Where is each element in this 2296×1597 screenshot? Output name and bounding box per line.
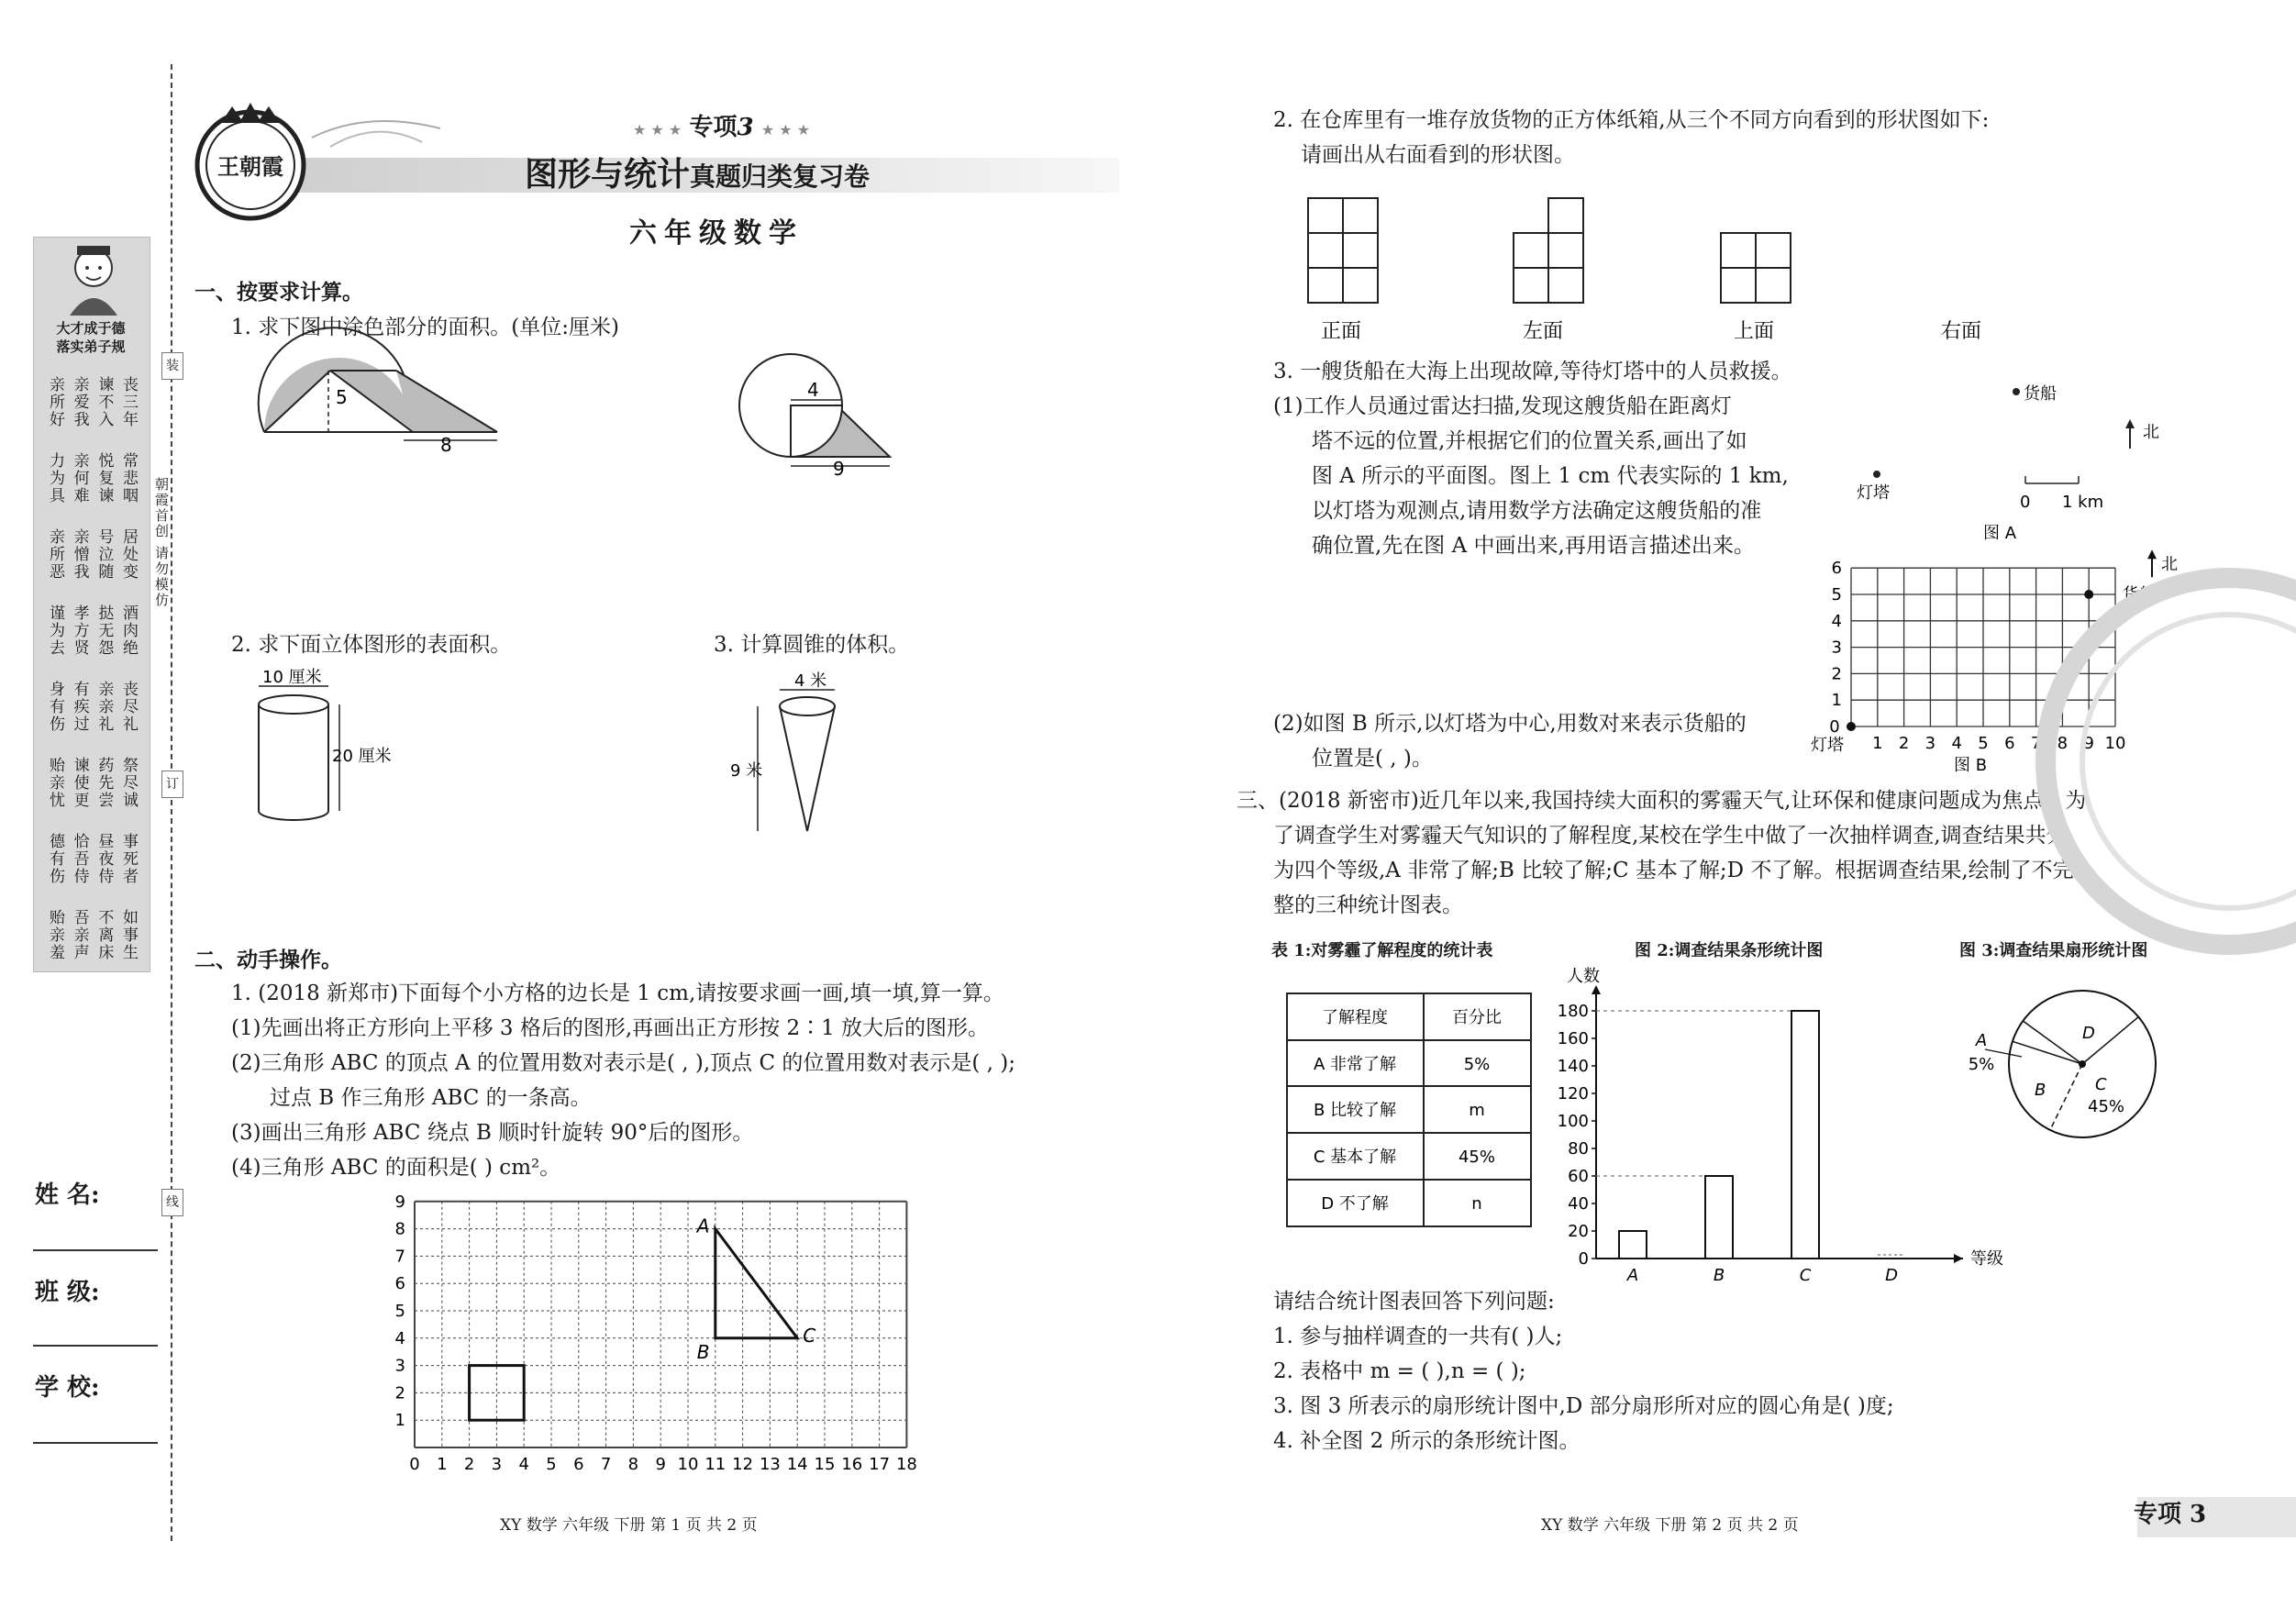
poem-column: 亲所恶	[46, 528, 64, 581]
gridb-x-label: 4	[1951, 734, 1962, 753]
gridb-origin-label: 0	[1829, 717, 1840, 737]
figure-semicircle-trapezoid	[257, 356, 505, 457]
section-3-line-3: 为四个等级,A 非常了解;B 比较了解;C 基本了解;D 不了解。根据调查结果,绘制了不完	[1273, 859, 2074, 882]
question-1-3: 3. 计算圆锥的体积。	[714, 633, 910, 657]
poem-2	[46, 452, 138, 522]
poem-column: 挞无怨	[94, 604, 114, 657]
question-2-3-1a: (1)工作人员通过雷达扫描,发现这艘货船在距离灯	[1273, 394, 1732, 418]
poem-column: 德有伤	[46, 833, 64, 885]
stat-question-4: 4. 补全图 2 所示的条形统计图。	[1273, 1429, 1581, 1453]
question-2-3-1d: 以灯塔为观测点,请用数学方法确定这艘货船的准	[1312, 499, 1762, 523]
grid-y-label: 9	[394, 1192, 405, 1212]
question-2-1-4: (4)三角形 ABC 的面积是( ) cm²。	[231, 1156, 561, 1180]
fig1-width-label: 8	[440, 434, 452, 456]
poem-column: 亲所好	[46, 376, 64, 428]
brand-logo	[188, 99, 313, 224]
poem-column: 常悲咽	[118, 452, 138, 505]
section-3-line-2: 了调查学生对雾霾天气知识的了解程度,某校在学生中做了一次抽样调查,调查结果共分	[1273, 824, 2068, 848]
motto: 大才成于德 落实弟子规	[56, 320, 126, 355]
poem-column: 亲爱我	[70, 376, 89, 428]
poem-column: 药先尝	[94, 757, 114, 809]
pie-label-b: B	[2035, 1081, 2046, 1100]
gridb-x-label: 10	[2104, 734, 2126, 753]
pie-label-c: C	[2095, 1075, 2107, 1094]
class-line[interactable]	[33, 1345, 158, 1347]
pie-label-a: A	[1975, 1031, 1988, 1050]
table-header-percent: 百分比	[1452, 1008, 1502, 1027]
table-row-a-value: 5%	[1463, 1055, 1491, 1074]
grid-y-label: 5	[394, 1302, 405, 1321]
section-1-title: 一、按要求计算。	[194, 280, 363, 305]
table-row-d-value: n	[1471, 1194, 1482, 1214]
fig2-width-label: 9	[833, 458, 845, 480]
poem-column: 吾亲声	[70, 909, 89, 961]
table-row-c-level: C 基本了解	[1313, 1148, 1397, 1167]
survey-table	[1286, 993, 1534, 1229]
grid-x-label: 2	[463, 1455, 475, 1474]
ribbon-decoration	[312, 101, 440, 165]
watermark-seal	[2018, 560, 2296, 963]
subject-title: 六年级数学	[629, 217, 804, 250]
grid-x-label: 9	[655, 1455, 666, 1474]
grid-y-label: 3	[394, 1356, 405, 1376]
poem-column: 谏使更	[70, 757, 89, 809]
question-2-1-2a: (2)三角形 ABC 的顶点 A 的位置用数对表示是( , ),顶点 C 的位置用数对表示是( , );	[231, 1051, 1016, 1075]
grid-x-label: 17	[869, 1455, 891, 1474]
bar-y-arrow	[1592, 985, 1601, 994]
question-2-3-2b: 位置是( , )。	[1312, 747, 1433, 771]
grid-x-label: 0	[409, 1455, 420, 1474]
student-illustration	[57, 240, 130, 317]
bar-y-tick-label: 120	[1557, 1084, 1589, 1103]
gridb-y-label: 6	[1831, 559, 1842, 579]
gridb-y-label: 3	[1831, 638, 1842, 658]
figure-a-map	[1844, 372, 2174, 555]
stat-question-3: 3. 图 3 所表示的扇形统计图中,D 部分扇形所对应的圆心角是( )度;	[1273, 1394, 1894, 1418]
cut-mark-3: 线	[161, 1189, 183, 1216]
fig2-radius-label: 4	[807, 379, 819, 401]
vertical-note: 朝霞首创 请勿模仿	[153, 477, 170, 608]
view-right: 右面	[1941, 320, 1982, 343]
stat-question-1: 1. 参与抽样调查的一共有( )人;	[1273, 1325, 1563, 1348]
cylinder-height-label: 20 厘米	[332, 747, 392, 766]
bar-y-tick-label: 40	[1568, 1194, 1589, 1214]
grid-x-label: 18	[895, 1455, 917, 1474]
poem-column: 不离床	[94, 909, 114, 961]
poem-column: 贻亲羞	[46, 909, 64, 961]
bar-y-tick-label: 100	[1557, 1112, 1589, 1131]
poem-column: 号泣随	[94, 528, 114, 581]
pie-chart-title: 图 3:调查结果扇形统计图	[1959, 941, 2148, 960]
grid-x-label: 14	[786, 1455, 808, 1474]
triangle-label-c: C	[803, 1324, 816, 1347]
poem-column: 丧尽礼	[118, 681, 138, 733]
poem-1	[46, 376, 138, 446]
coordinate-grid	[385, 1189, 936, 1473]
table-header-level: 了解程度	[1322, 1008, 1388, 1027]
question-2-3-2a: (2)如图 B 所示,以灯塔为中心,用数对来表示货船的	[1273, 712, 1747, 736]
gridb-x-label: 7	[2030, 734, 2042, 753]
question-2-1-3: (3)画出三角形 ABC 绕点 B 顺时针旋转 90°后的图形。	[231, 1121, 754, 1145]
gridb-x-label: 5	[1978, 734, 1989, 753]
gridb-y-label: 4	[1831, 611, 1842, 631]
poem-column: 亲亲礼	[94, 681, 114, 733]
grid-x-label: 15	[814, 1455, 836, 1474]
cylinder-diameter-label: 10 厘米	[262, 668, 322, 687]
gridb-x-label: 8	[2057, 734, 2069, 753]
gridb-tower-point	[1847, 722, 1856, 731]
bar-y-tick-label: 0	[1578, 1249, 1589, 1269]
question-2-1-1: (1)先画出将正方形向上平移 3 格后的图形,再画出正方形按 2∶1 放大后的图形。	[231, 1016, 990, 1040]
grid-x-label: 7	[600, 1455, 612, 1474]
poem-7	[46, 833, 138, 903]
pie-label-c-pct: 45%	[2088, 1097, 2125, 1116]
bar-chart-title: 图 2:调查结果条形统计图	[1635, 941, 1824, 960]
grid-x-label: 1	[437, 1455, 448, 1474]
gridb-y-label: 2	[1831, 664, 1842, 684]
poem-column: 身有伤	[46, 681, 64, 733]
gridb-y-label: 1	[1831, 691, 1842, 711]
question-2-1: 1. (2018 新郑市)下面每个小方格的边长是 1 cm,请按要求画一画,填一填,算一算。	[231, 981, 1004, 1005]
grid-x-label: 11	[704, 1455, 727, 1474]
question-1-2: 2. 求下面立体图形的表面积。	[231, 633, 512, 657]
questions-intro: 请结合统计图表回答下列问题:	[1273, 1290, 1555, 1314]
gridb-x-label: 6	[2004, 734, 2015, 753]
figa-ship-label: 货船	[2024, 384, 2057, 404]
bar-category-label: A	[1626, 1266, 1639, 1285]
section-2-title: 二、动手操作。	[194, 948, 342, 972]
grid-y-label: 7	[394, 1247, 405, 1267]
series-tab-label: 专项 3	[2134, 1501, 2207, 1528]
name-line[interactable]	[33, 1249, 158, 1251]
poem-5	[46, 681, 138, 750]
grid-y-label: 1	[394, 1411, 405, 1431]
question-2-3-1c: 图 A 所示的平面图。图上 1 cm 代表实际的 1 km,	[1312, 464, 1789, 488]
poem-column: 丧三年	[118, 376, 138, 428]
gridb-x-label: 1	[1872, 734, 1883, 753]
figa-scale-1: 1 km	[2062, 493, 2104, 512]
gridb-ship-label: 货船	[2123, 585, 2156, 604]
pie-chart	[1945, 983, 2220, 1167]
logo-text: 王朝霞	[217, 154, 283, 180]
grid-x-label: 6	[573, 1455, 584, 1474]
grid-y-label: 8	[394, 1219, 405, 1239]
gridb-x-label: 2	[1898, 734, 1910, 753]
gridb-caption: 图 B	[1954, 756, 1988, 775]
class-label: 班 级:	[35, 1279, 100, 1306]
poem-column: 悦复谏	[94, 452, 114, 505]
pie-label-a-pct: 5%	[1968, 1055, 1995, 1074]
figure-cone	[715, 670, 871, 835]
question-2-2b: 请画出从右面看到的形状图。	[1301, 143, 1575, 167]
question-2-3: 3. 一艘货船在大海上出现故障,等待灯塔中的人员救援。	[1273, 360, 1792, 383]
table-title: 表 1:对雾霾了解程度的统计表	[1271, 941, 1493, 960]
figure-cylinder	[248, 670, 413, 826]
cone-diameter-label: 4 米	[794, 671, 827, 691]
poem-column: 如事生	[118, 909, 138, 961]
bar-C	[1791, 1011, 1819, 1259]
table-row-a-level: A 非常了解	[1313, 1055, 1397, 1074]
bar-y-tick-label: 80	[1568, 1139, 1589, 1159]
grid-x-label: 3	[491, 1455, 503, 1474]
cut-line	[171, 64, 172, 1541]
bar-y-label: 人数	[1567, 967, 1600, 986]
gridb-tower-label: 灯塔	[1811, 736, 1844, 755]
poem-column: 谏不入	[94, 376, 114, 428]
poem-column: 事死者	[118, 833, 138, 885]
poem-column: 有疾过	[70, 681, 89, 733]
bar-A	[1619, 1231, 1647, 1259]
bar-y-tick-label: 180	[1557, 1002, 1589, 1021]
gridb-x-label: 3	[1924, 734, 1936, 753]
bar-y-tick-label: 140	[1557, 1057, 1589, 1076]
poem-column: 恰吾侍	[70, 833, 89, 885]
poem-column: 祭尽诚	[118, 757, 138, 809]
poem-3	[46, 528, 138, 598]
grid-y-label: 6	[394, 1274, 405, 1294]
grid-x-label: 10	[677, 1455, 699, 1474]
school-label: 学 校:	[35, 1374, 100, 1402]
bar-x-arrow	[1954, 1254, 1963, 1263]
bar-B	[1705, 1176, 1733, 1259]
table-row-c-value: 45%	[1458, 1148, 1496, 1167]
figa-scale-0: 0	[2020, 493, 2031, 512]
cut-mark-1: 装	[161, 352, 183, 380]
pie-center	[2079, 1060, 2086, 1068]
footer-left: XY 数学 六年级 下册 第 1 页 共 2 页	[500, 1516, 758, 1535]
question-2-1-2b: 过点 B 作三角形 ABC 的一条高。	[270, 1086, 592, 1110]
page-title: 图形与统计真题归类复习卷	[525, 155, 871, 194]
cut-mark-2: 订	[161, 771, 183, 798]
view-front: 正面	[1321, 320, 1362, 343]
question-2-3-1b: 塔不远的位置,并根据它们的位置关系,画出了如	[1312, 429, 1747, 453]
series-label: ★ ★ ★ 专项3 ★ ★ ★	[633, 114, 811, 141]
poem-column: 谨为去	[46, 604, 64, 657]
view-top: 上面	[1734, 320, 1775, 343]
grid-x-label: 13	[759, 1455, 781, 1474]
grid-x-label: 12	[732, 1455, 754, 1474]
question-2-2a: 2. 在仓库里有一堆存放货物的正方体纸箱,从三个不同方向看到的形状图如下:	[1273, 108, 1990, 132]
school-line[interactable]	[33, 1442, 158, 1444]
section-3-line-1: 三、(2018 新密市)近几年以来,我国持续大面积的雾霾天气,让环保和健康问题成为焦点。为	[1237, 789, 2087, 813]
name-label: 姓 名:	[35, 1181, 100, 1209]
grid-x-label: 5	[546, 1455, 557, 1474]
poem-column: 昼夜侍	[94, 833, 114, 885]
figa-caption: 图 A	[1983, 524, 2017, 543]
footer-right: XY 数学 六年级 下册 第 2 页 共 2 页	[1541, 1516, 1799, 1535]
grid-x-label: 8	[627, 1455, 639, 1474]
poem-block	[46, 376, 138, 985]
cone-height-label: 9 米	[730, 761, 763, 781]
bar-y-tick-label: 20	[1568, 1222, 1589, 1241]
table-row-b-level: B 比较了解	[1313, 1101, 1397, 1120]
poem-column: 力为具	[46, 452, 64, 505]
grid-y-label: 2	[394, 1383, 405, 1403]
bar-category-label: C	[1799, 1266, 1812, 1285]
view-left: 左面	[1523, 320, 1564, 343]
bar-y-tick-label: 160	[1557, 1029, 1589, 1048]
fig1-height-label: 5	[336, 386, 348, 408]
figure-circle-triangle	[734, 349, 899, 480]
poem-4	[46, 604, 138, 674]
triangle-label-b: B	[696, 1340, 710, 1363]
figa-north-label: 北	[2143, 423, 2159, 442]
grid-y-label: 4	[394, 1328, 405, 1348]
poem-column: 居处变	[118, 528, 138, 581]
bar-y-tick-label: 60	[1568, 1167, 1589, 1186]
section-3-line-4: 整的三种统计图表。	[1273, 893, 1463, 917]
stat-question-2: 2. 表格中 m = ( ),n = ( );	[1273, 1359, 1526, 1383]
table-row-b-value: m	[1469, 1101, 1485, 1120]
gridb-y-label: 5	[1831, 585, 1842, 604]
poem-column: 贻亲忧	[46, 757, 64, 809]
bar-x-label: 等级	[1970, 1249, 2003, 1269]
figa-tower-label: 灯塔	[1857, 483, 1890, 503]
triangle-label-a: A	[696, 1214, 710, 1237]
poem-6	[46, 757, 138, 826]
poem-column: 酒肉绝	[118, 604, 138, 657]
poem-column: 亲何难	[70, 452, 89, 505]
table-row-d-level: D 不了解	[1321, 1194, 1389, 1214]
bar-category-label: B	[1713, 1266, 1725, 1285]
poem-8	[46, 909, 138, 979]
bar-category-label: D	[1885, 1266, 1898, 1285]
question-1-1: 1. 求下图中涂色部分的面积。(单位:厘米)	[231, 316, 619, 339]
poem-column: 亲憎我	[70, 528, 89, 581]
pie-label-d: D	[2082, 1024, 2095, 1043]
gridb-x-label: 9	[2083, 734, 2094, 753]
grid-x-label: 16	[841, 1455, 863, 1474]
poem-column: 孝方贤	[70, 604, 89, 657]
three-view-figures	[1303, 193, 2055, 349]
grid-x-label: 4	[518, 1455, 529, 1474]
question-2-3-1e: 确位置,先在图 A 中画出来,再用语言描述出来。	[1312, 534, 1755, 558]
gridb-north-label: 北	[2161, 555, 2178, 575]
